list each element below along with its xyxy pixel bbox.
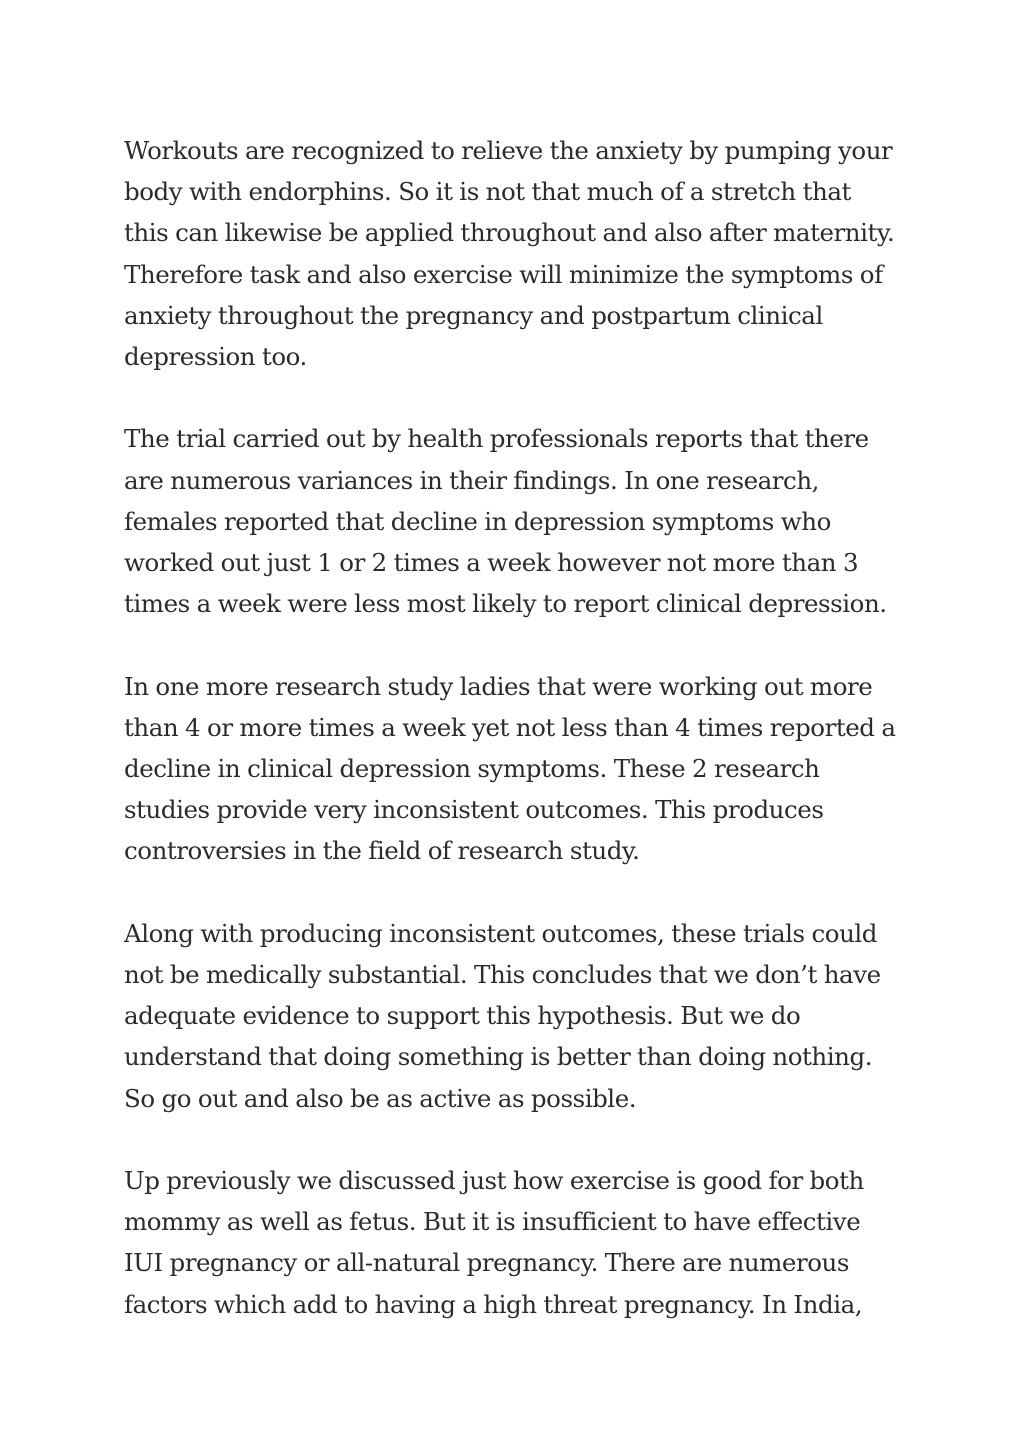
paragraph-4 [124, 913, 924, 1119]
text-line: adequate evidence to support this hypothesis. But we do [124, 1001, 801, 1031]
text-line: anxiety throughout the pregnancy and postpartum clinical [124, 300, 823, 330]
text-line: Up previously we discussed just how exercise is good for both [124, 1166, 864, 1196]
document-body [124, 130, 924, 1366]
paragraph-3 [124, 666, 924, 872]
text-line: decline in clinical depression symptoms. These 2 research [124, 754, 820, 784]
text-line: In one more research study ladies that were working out more [124, 671, 873, 701]
text-line: Therefore task and also exercise will minimize the symptoms of [124, 259, 883, 289]
text-line: Along with producing inconsistent outcomes, these trials could [124, 918, 878, 948]
text-line: females reported that decline in depression symptoms who [124, 506, 831, 536]
text-line: studies provide very inconsistent outcomes. This produces [124, 795, 824, 825]
text-line: depression too. [124, 342, 307, 372]
paragraph-5 [124, 1160, 924, 1325]
text-line: controversies in the field of research study. [124, 836, 640, 866]
text-line: not be medically substantial. This concludes that we don’t have [124, 960, 881, 990]
paragraph-2 [124, 418, 924, 624]
text-line: understand that doing something is better than doing nothing. [124, 1042, 873, 1072]
text-line: worked out just 1 or 2 times a week however not more than 3 [124, 548, 859, 578]
text-line: mommy as well as fetus. But it is insufficient to have effective [124, 1207, 861, 1237]
text-line: IUI pregnancy or all-natural pregnancy. There are numerous [124, 1248, 849, 1278]
text-line: factors which add to having a high threat pregnancy. In India, [124, 1289, 863, 1319]
text-line: this can likewise be applied throughout and also after maternity. [124, 218, 895, 248]
text-line: body with endorphins. So it is not that much of a stretch that [124, 177, 851, 207]
text-line: are numerous variances in their findings. In one research, [124, 465, 819, 495]
text-line: So go out and also be as active as possible. [124, 1083, 637, 1113]
text-line: The trial carried out by health professionals reports that there [124, 424, 869, 454]
paragraph-1 [124, 130, 924, 377]
text-line: than 4 or more times a week yet not less than 4 times reported a [124, 712, 896, 742]
text-line: Workouts are recognized to relieve the anxiety by pumping your [124, 136, 893, 165]
text-line: times a week were less most likely to report clinical depression. [124, 589, 887, 619]
